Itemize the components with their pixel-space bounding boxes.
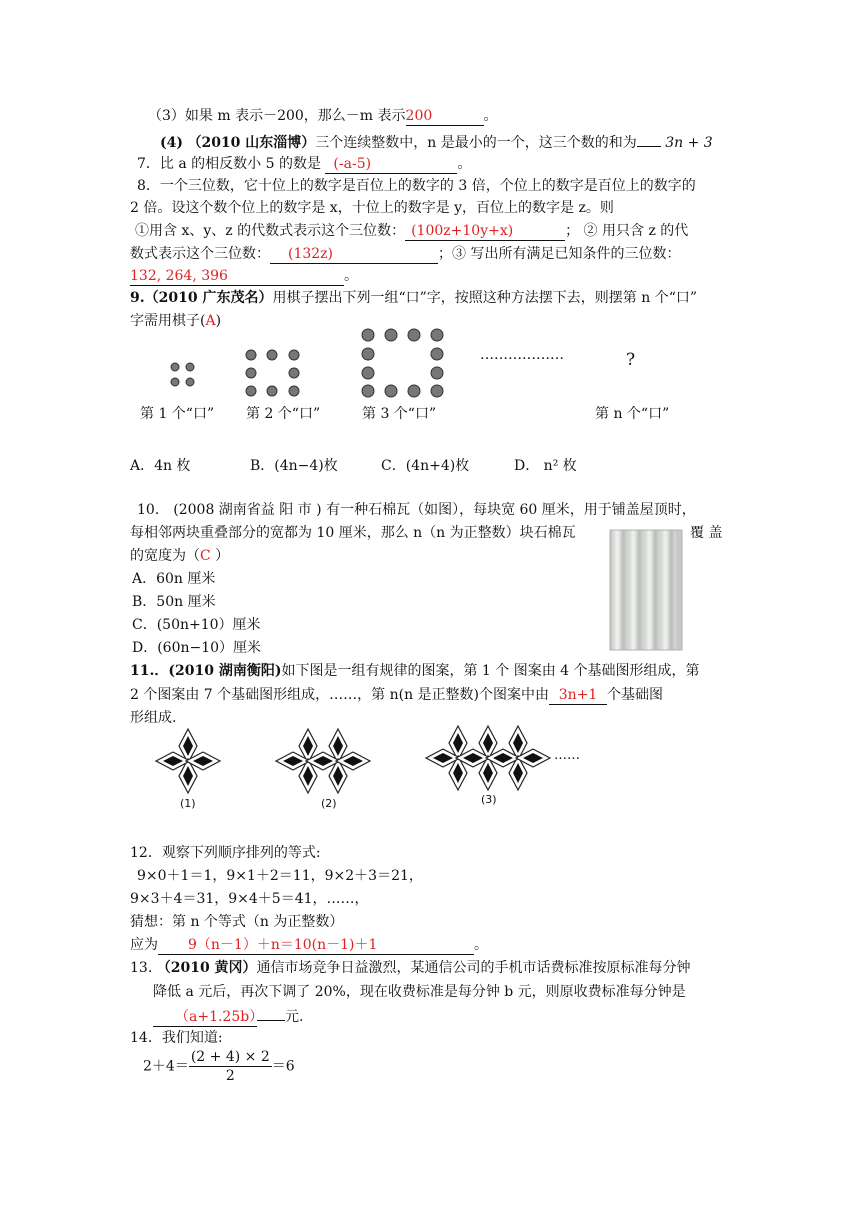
- text: 2 个图案由 7 个基础图形组成，……，第 n(n 是正整数)个图案中由: [130, 687, 550, 703]
- answer-text: 132, 264, 396: [130, 268, 228, 284]
- question-8-line1: 8．一个三位数，它十位上的数字是百位上的数字的 3 倍，个位上的数字是百位上的数字的: [137, 178, 696, 194]
- option-c: C．(4n+4)枚: [381, 458, 470, 474]
- text: ①用含 x、y、z 的代数式表示这个三位数：: [135, 223, 406, 239]
- text: ；③ 写出所有满足已知条件的三位数：: [438, 246, 681, 262]
- ellipsis: ………………: [480, 347, 564, 363]
- question-13-line3: [153, 1005, 303, 1027]
- text: 2＋4＝: [143, 1058, 189, 1075]
- text: 元.: [285, 1009, 304, 1025]
- figure-label-3: (3): [481, 793, 497, 806]
- source-tag: （2010 黄冈）: [156, 960, 257, 976]
- fraction: [189, 1048, 272, 1085]
- answer-text: (100z+10y+x): [411, 223, 514, 239]
- caption-3: 第 3 个“口”: [362, 406, 437, 422]
- text: 。: [344, 268, 358, 284]
- text: 。: [457, 156, 472, 172]
- text: 用棋子摆出下列一组“口”字，按照这种方法摆下去，则摆第 n 个“口”: [272, 290, 698, 306]
- q10-option-c: C．(50n+10）厘米: [132, 617, 261, 633]
- text: (4): [160, 135, 183, 151]
- question-14-line1: 14．我们知道:: [130, 1030, 223, 1046]
- answer-text: 3n + 3: [665, 135, 713, 151]
- q10-option-b: B．50n 厘米: [132, 594, 216, 610]
- text: 7．比 a 的相反数小 5 的数是: [137, 156, 321, 172]
- text: 的宽度为（: [130, 548, 200, 564]
- text: 应为: [130, 937, 158, 953]
- answer-text: 9（n－1）＋n＝10(n－1)＋1: [188, 937, 378, 953]
- q10-option-d: D．(60n−10）厘米: [132, 640, 262, 656]
- source-tag: 11.．(2010 湖南衡阳): [130, 663, 282, 679]
- answer-text: 3n+1: [558, 687, 598, 703]
- question-10-line2-end: 覆 盖: [690, 525, 723, 541]
- option-d: D． n² 枚: [514, 458, 577, 474]
- answer-text: (-a-5): [333, 156, 372, 172]
- text: 字需用棋子(: [130, 313, 206, 329]
- figure-label-1: (1): [180, 797, 196, 810]
- answer-text: (132z): [288, 246, 334, 262]
- question-14-formula: [143, 1048, 295, 1085]
- text: 通信市场竞争日益激烈，某通信公司的手机市话费标准按原标准每分钟: [256, 960, 691, 976]
- source-tag: 9.（2010 广东茂名）: [130, 290, 273, 306]
- question-11-line3: 形组成.: [130, 710, 177, 726]
- figure-label-2: (2): [321, 797, 337, 810]
- q10-option-a: A．60n 厘米: [132, 571, 216, 587]
- text: ）: [210, 548, 230, 564]
- answer-text: C: [200, 548, 211, 564]
- caption-n: 第 n 个“口”: [595, 406, 670, 422]
- numerator: (2 + 4) × 2: [190, 1049, 270, 1065]
- question-12-line1: 12．观察下列顺序排列的等式:: [130, 845, 321, 861]
- text: ): [215, 313, 222, 329]
- caption-2: 第 2 个“口”: [246, 406, 321, 422]
- question-10-line2: 每相邻两块重叠部分的宽都为 10 厘米，那么 n（n 为正整数）块石棉瓦: [130, 525, 576, 541]
- text: 数式表示这个三位数：: [130, 246, 270, 262]
- text: ； ② 用只含 z 的代: [565, 223, 689, 239]
- source-tag: （2010 山东淄博）: [187, 135, 316, 151]
- text: ＝6: [271, 1058, 295, 1075]
- question-13-line1: [130, 958, 691, 978]
- answer-text: （a+1.25b）: [175, 1009, 264, 1025]
- denominator: 2: [225, 1068, 235, 1084]
- caption-1: 第 1 个“口”: [140, 406, 215, 422]
- text: 个基础图: [607, 687, 664, 703]
- text: 如下图是一组有规律的图案，第 1 个 图案由 4 个基础图形组成，第: [281, 663, 700, 679]
- answer-text: A: [205, 313, 216, 329]
- question-8-line2: 2 倍。设这个数个位上的数字是 x，十位上的数字是 y，百位上的数字是 z。则: [130, 200, 614, 216]
- question-13-line2: 降低 a 元后，再次下调了 20%，现在收费标准是每分钟 b 元，则原收费标准每分钟是: [153, 984, 686, 1000]
- option-a: A．4n 枚: [130, 458, 191, 474]
- answer-text: 200: [405, 108, 433, 124]
- question-12-line4: 猜想：第 n 个等式（n 为正整数）: [130, 914, 344, 930]
- text: 13.: [130, 960, 153, 976]
- ellipsis: ……: [554, 748, 580, 763]
- question-10-line1: 10． (2008 湖南省益 阳 市 ) 有一种石棉瓦（如图），每块宽 60 厘米，用于铺盖屋顶时，: [137, 502, 696, 518]
- option-b: B．(4n−4)枚: [250, 458, 338, 474]
- text: 三个连续整数中，n 是最小的一个，这三个数的和为: [315, 135, 637, 151]
- question-12-line2: 9×0＋1＝1，9×1＋2＝11，9×2＋3＝21，: [137, 868, 423, 884]
- text: （3）如果 m 表示－200，那么－m 表示: [148, 108, 406, 124]
- question-12-line5: [130, 935, 488, 955]
- text: 。: [474, 937, 488, 953]
- question-12-line3: 9×3＋4＝31，9×4＋5＝41，……，: [130, 891, 369, 907]
- question-mark: ?: [626, 350, 636, 370]
- text: 。: [483, 108, 498, 124]
